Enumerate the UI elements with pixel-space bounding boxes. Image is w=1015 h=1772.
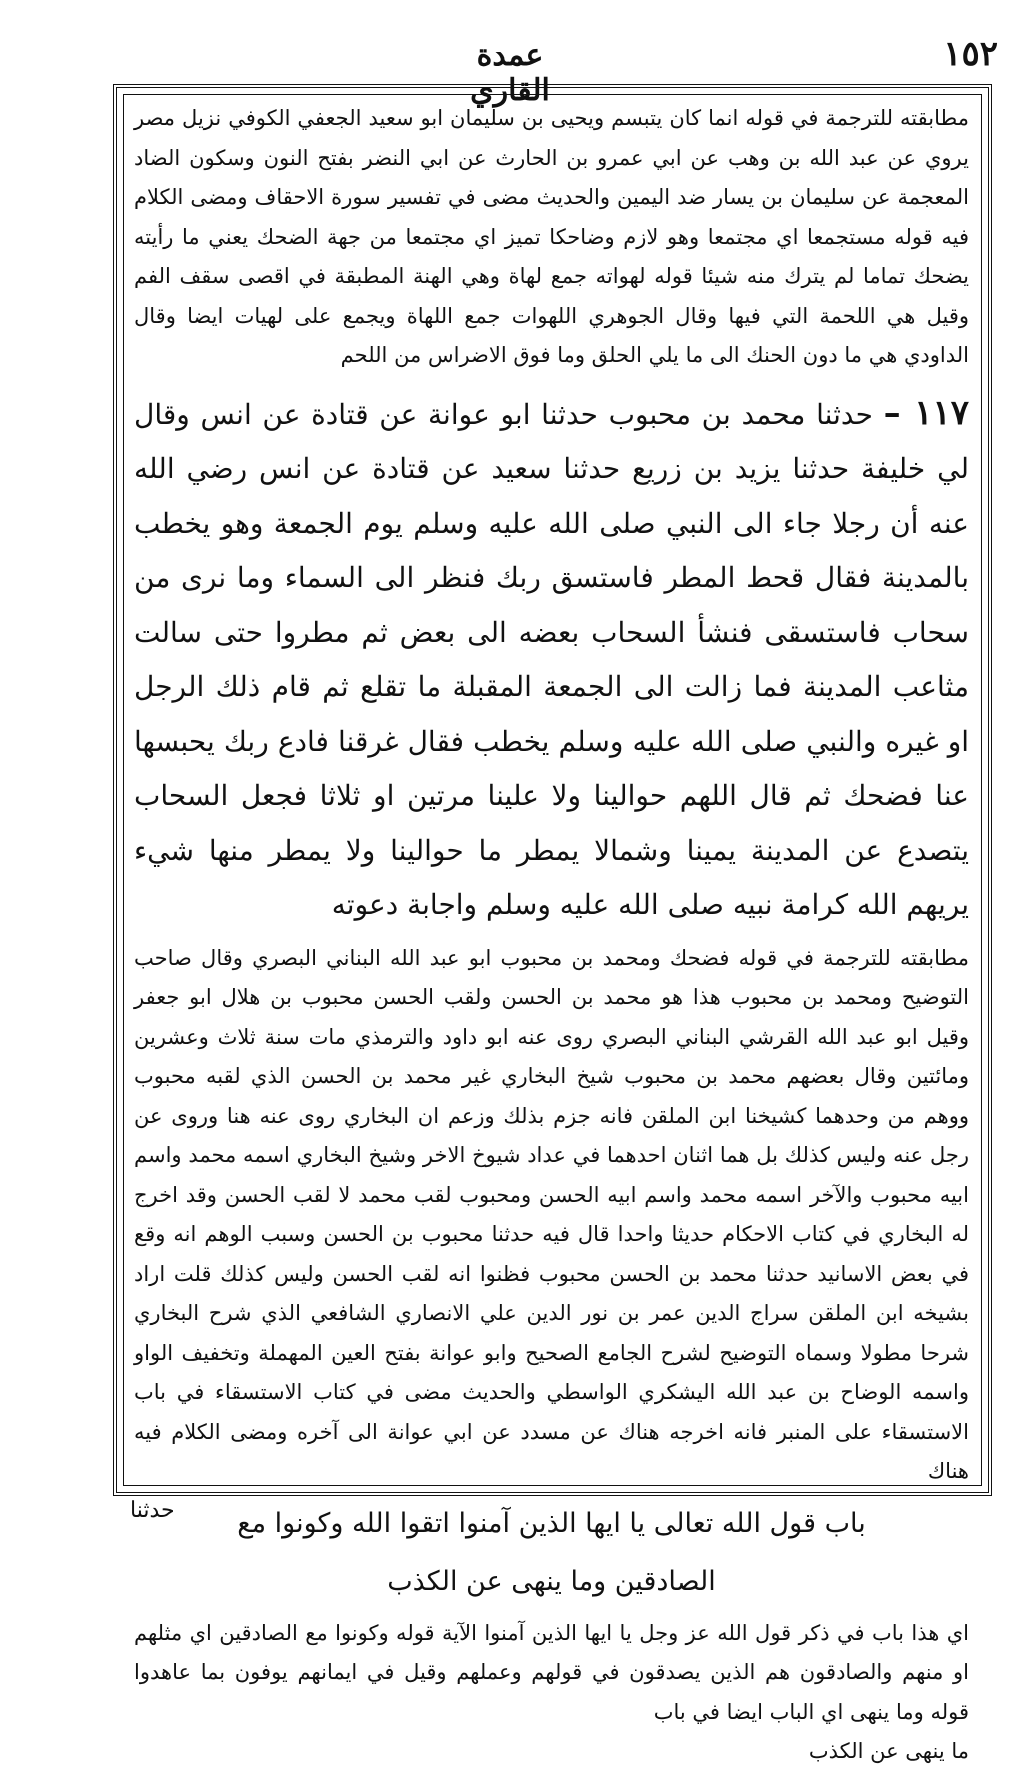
page-number: ١٥٢ [943,34,998,74]
commentary-paragraph: مطابقته للترجمة في قوله انما كان يتبسم ويحيى بن سليمان ابو سعيد الجعفي الكوفي نزيل مصر يروي عن عبد الله بن وهب عن ابي عمرو بن الحارث عن ابي النضر بفتح النون وسكون الضاد المعجمة عن سليمان بن يسار ضد اليمين والحديث مضى في تفسير سورة الاحقاف ومضى الكلام فيه قوله مستجمعا اي مجتمعا وهو لازم وضاحكا تميز اي مجتمعا من جهة الضحك يعني ما رأيته يضحك تماما لم يترك منه شيئا قوله لهواته جمع لهاة وهي الهنة المطبقة في اقصى سقف الفم وقيل هي اللحمة التي فيها وقال الجوهري اللهوات جمع اللهاة ويجمع على لهيات ايضا وقال الداودي هي ما دون الحنك الى ما يلي الحلق وما فوق الاضراس من اللحم [134,106,969,367]
running-title: عمدة القاري [470,38,550,108]
commentary-paragraph: اي هذا باب في ذكر قول الله عز وجل يا ايها الذين آمنوا الآية قوله وكونوا مع الصادقين اي مثلهم او منهم والصادقون هم الذين يصدقون في قولهم وعملهم وقيل في ايمانهم يوفون بما عاهدوا قوله وما ينهى اي الباب ايضا في باب [134,1620,969,1724]
hadith-text: حدثنا محمد بن محبوب حدثنا ابو عوانة عن قتادة عن انس وقال لي خليفة حدثنا يزيد بن زريع حدثنا سعيد عن قتادة عن انس رضي الله عنه أن رجلا جاء الى النبي صلى الله عليه وسلم يوم الجمعة وهو يخطب بالمدينة فقال قحط المطر فاستسق ربك فنظر الى السماء وما نرى من سحاب فاستسقى فنشأ السحاب بعضه الى بعض ثم مطروا حتى سالت مثاعب المدينة فما زالت الى الجمعة المقبلة ما تقلع ثم قام ذلك الرجل او غيره والنبي صلى الله عليه وسلم يخطب فقال غرقنا فادع ربك يحبسها عنا فضحك ثم قال اللهم حوالينا ولا علينا مرتين او ثلاثا فجعل السحاب يتصدع عن المدينة يمينا وشمالا يمطر ما حوالينا ولا يمطر منها شيء يريهم الله كرامة نبيه صلى الله عليه وسلم واجابة دعوته [134,397,969,921]
page-frame [113,84,992,1763]
page-header [0,30,1015,108]
chapter-heading-line: باب قول الله تعالى يا ايها الذين آمنوا اتقوا الله وكونوا مع [237,1507,866,1539]
chapter-heading-line: الصادقين وما ينهى عن الكذب [387,1565,716,1597]
hadith-number: ١١٧ – [883,392,969,433]
hadith-paragraph [134,386,969,933]
footer-catchword: حدثنا [130,1498,175,1523]
inner-frame [123,94,982,1763]
commentary-paragraph: مطابقته للترجمة في قوله فضحك ومحمد بن محبوب ابو عبد الله البناني البصري وقال صاحب التوضيح ومحمد بن محبوب هذا هو محمد بن الحسن ولقب الحسن محبوب بن هلال ابو جعفر وقيل ابو عبد الله القرشي البناني البصري روى عنه ابو داود والترمذي مات سنة ثلاث وعشرين ومائتين وقال بعضهم محمد بن محبوب شيخ البخاري غير محمد بن الحسن الذي لقبه محبوب ووهم من وحدهما كشيخنا ابن الملقن فانه جزم بذلك وزعم ان البخاري روى عنه هنا وروى عن رجل عنه وليس كذلك بل هما اثنان احدهما في عداد شيوخ الاخر وشيخ البخاري اسمه محمد واسم ابيه محبوب والآخر اسمه محمد واسم ابيه الحسن ومحبوب لقب محمد لا لقب الحسن وقد اخرج له البخاري في كتاب الاحكام حديثا واحدا قال فيه حدثنا محبوب بن الحسن وسبب الوهم انه وقع في بعض الاسانيد حدثنا محمد بن الحسن محبوب فظنوا انه لقب الحسن وليس كذلك قلت اراد بشيخه ابن الملقن سراج الدين عمر بن نور الدين علي الانصاري الشافعي الذي شرح البخاري شرحا مطولا وسماه التوضيح لشرح الجامع الصحيح وابو عوانة بفتح العين المهملة وتخفيف الواو واسمه الوضاح بن عبد الله اليشكري الواسطي والحديث مضى في كتاب الاستسقاء في باب الاستسقاء على المنبر فانه اخرجه هناك عن مسدد عن ابي عوانة الى آخره ومضى الكلام فيه هناك [134,945,969,1483]
commentary-last-line: ما ينهى عن الكذب [808,1739,969,1763]
page-content [134,99,969,1772]
